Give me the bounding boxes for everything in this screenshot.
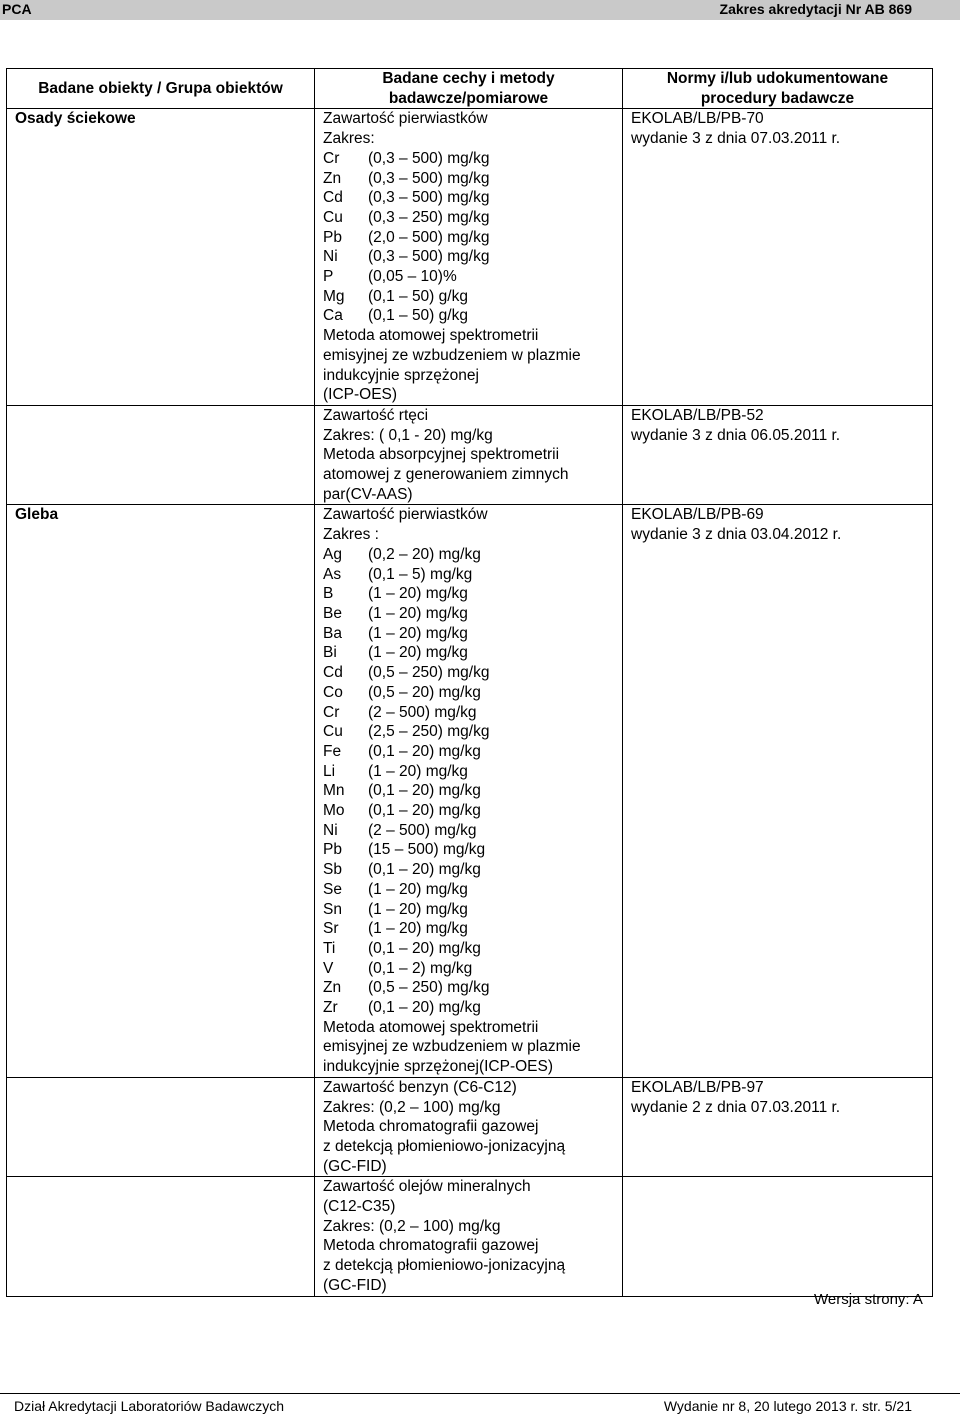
element-symbol: Pb — [323, 228, 342, 246]
element-range-row — [323, 762, 618, 782]
element-range: (1 – 20) mg/kg — [368, 585, 468, 603]
element-range: (0,1 – 5) mg/kg — [368, 565, 473, 583]
element-symbol: Cd — [323, 664, 343, 682]
element-range: (0,1 – 20) mg/kg — [368, 802, 481, 820]
col-header-norms: Normy i/lub udokumentowane procedury badawcze — [623, 69, 933, 109]
element-symbol: Ti — [323, 939, 336, 957]
element-symbol: Be — [323, 604, 342, 622]
element-range-row — [323, 584, 618, 604]
method-description-line: (ICP-OES) — [323, 386, 398, 404]
table-row — [7, 1177, 933, 1296]
page-header — [0, 0, 960, 20]
norm-cell — [623, 405, 933, 505]
element-range-row — [323, 169, 618, 189]
method-title: Zawartość pierwiastków — [323, 110, 488, 128]
element-symbol: V — [323, 959, 334, 977]
col-header-methods: Badane cechy i metody badawcze/pomiarowe — [315, 69, 623, 109]
element-range: (2,0 – 500) mg/kg — [368, 228, 490, 246]
table-body — [7, 109, 933, 1296]
object-cell — [7, 1177, 315, 1296]
table-row — [7, 405, 933, 505]
element-range-row — [323, 683, 618, 703]
element-range: (0,1 – 50) g/kg — [368, 287, 468, 305]
method-line: Zawartość olejów mineralnych — [323, 1178, 531, 1196]
element-symbol: Cr — [323, 149, 340, 167]
method-line: Metoda chromatografii gazowej — [323, 1237, 539, 1255]
element-symbol: Co — [323, 683, 343, 701]
element-range: (0,3 – 500) mg/kg — [368, 248, 490, 266]
footer-right: Wydanie nr 8, 20 lutego 2013 r. str. 5/21 — [663, 1398, 912, 1414]
element-range-row — [323, 208, 618, 228]
element-symbol: Pb — [323, 841, 342, 859]
norm-cell — [623, 1177, 933, 1296]
method-line: Zakres: (0,2 – 100) mg/kg — [323, 1098, 501, 1116]
method-description-line: emisyjnej ze wzbudzeniem w plazmie — [323, 1038, 581, 1056]
table-header-row — [7, 69, 933, 109]
method-description-line: indukcyjnie sprzężonej(ICP-OES) — [323, 1058, 554, 1076]
element-range-row — [323, 228, 618, 248]
element-symbol: Ca — [323, 307, 343, 325]
element-symbol: Ni — [323, 248, 338, 266]
element-range-row — [323, 604, 618, 624]
table-row — [7, 505, 933, 1077]
element-symbol: Zr — [323, 999, 338, 1017]
element-range: (0,3 – 500) mg/kg — [368, 189, 490, 207]
element-range-row — [323, 959, 618, 979]
object-cell — [7, 1077, 315, 1177]
element-range-row — [323, 149, 618, 169]
accreditation-table — [6, 68, 933, 1297]
element-symbol: Mo — [323, 802, 345, 820]
element-range-row — [323, 900, 618, 920]
element-symbol: Cu — [323, 208, 343, 226]
element-symbol: Cu — [323, 723, 343, 741]
object-cell: Gleba — [7, 505, 315, 1077]
element-range-row — [323, 722, 618, 742]
page-version: Wersja strony: A — [814, 1291, 923, 1308]
norm-line: EKOLAB/LB/PB-52 — [631, 406, 764, 424]
range-label: Zakres: — [323, 130, 375, 148]
element-range-row — [323, 742, 618, 762]
method-line: atomowej z generowaniem zimnych — [323, 466, 569, 484]
element-range-row — [323, 821, 618, 841]
element-range-row — [323, 801, 618, 821]
element-range: (0,5 – 20) mg/kg — [368, 683, 481, 701]
element-range-row — [323, 247, 618, 267]
norm-cell — [623, 109, 933, 406]
element-symbol: Mn — [323, 782, 345, 800]
method-description-line: Metoda atomowej spektrometrii — [323, 327, 539, 345]
norm-line: wydanie 2 z dnia 07.03.2011 r. — [631, 1098, 841, 1116]
element-range-row — [323, 565, 618, 585]
element-range: (0,1 – 20) mg/kg — [368, 742, 481, 760]
element-symbol: P — [323, 268, 334, 286]
element-symbol: Ni — [323, 821, 338, 839]
element-range: (1 – 20) mg/kg — [368, 604, 468, 622]
method-cell — [315, 405, 623, 505]
norm-line: wydanie 3 z dnia 03.04.2012 r. — [631, 526, 842, 544]
norm-cell — [623, 1077, 933, 1177]
element-symbol: Sr — [323, 920, 339, 938]
method-line: par(CV-AAS) — [323, 485, 413, 503]
element-symbol: Li — [323, 762, 336, 780]
element-range: (0,3 – 250) mg/kg — [368, 208, 490, 226]
element-range-row — [323, 998, 618, 1018]
method-cell — [315, 109, 623, 406]
element-symbol: Se — [323, 880, 342, 898]
element-range: (2,5 – 250) mg/kg — [368, 723, 490, 741]
element-range-row — [323, 840, 618, 860]
method-description-line: emisyjnej ze wzbudzeniem w plazmie — [323, 346, 581, 364]
method-cell — [315, 1177, 623, 1296]
element-range: (0,5 – 250) mg/kg — [368, 664, 490, 682]
element-range: (1 – 20) mg/kg — [368, 762, 468, 780]
element-range-row — [323, 703, 618, 723]
element-range-row — [323, 781, 618, 801]
method-line: Zakres: ( 0,1 - 20) mg/kg — [323, 426, 493, 444]
footer-left: Dział Akredytacji Laboratoriów Badawczych — [14, 1398, 285, 1414]
method-line: Zakres: (0,2 – 100) mg/kg — [323, 1217, 501, 1235]
element-symbol: Sn — [323, 900, 342, 918]
method-line: (GC-FID) — [323, 1157, 387, 1175]
object-cell — [7, 405, 315, 505]
method-line: z detekcją płomieniowo-jonizacyjną — [323, 1257, 566, 1275]
element-range: (1 – 20) mg/kg — [368, 920, 468, 938]
element-range-row — [323, 663, 618, 683]
method-description-line: Metoda atomowej spektrometrii — [323, 1018, 539, 1036]
norm-line: wydanie 3 z dnia 07.03.2011 r. — [631, 130, 841, 148]
element-symbol: Ag — [323, 545, 342, 563]
col-header-objects: Badane obiekty / Grupa obiektów — [7, 69, 315, 109]
element-range: (1 – 20) mg/kg — [368, 880, 468, 898]
norm-line: EKOLAB/LB/PB-70 — [631, 110, 764, 128]
method-description-line: indukcyjnie sprzężonej — [323, 366, 479, 384]
method-line: z detekcją płomieniowo-jonizacyjną — [323, 1137, 566, 1155]
element-range: (0,3 – 500) mg/kg — [368, 149, 490, 167]
norm-line: EKOLAB/LB/PB-69 — [631, 506, 764, 524]
element-range: (2 – 500) mg/kg — [368, 821, 477, 839]
element-range: (0,1 – 20) mg/kg — [368, 939, 481, 957]
page-footer — [0, 1393, 960, 1416]
element-symbol: Sb — [323, 861, 342, 879]
element-range: (0,2 – 20) mg/kg — [368, 545, 481, 563]
element-range-row — [323, 188, 618, 208]
norm-line: wydanie 3 z dnia 06.05.2011 r. — [631, 426, 841, 444]
element-range-row — [323, 860, 618, 880]
element-range: (0,3 – 500) mg/kg — [368, 169, 490, 187]
element-range: (1 – 20) mg/kg — [368, 644, 468, 662]
method-line: Metoda chromatografii gazowej — [323, 1118, 539, 1136]
element-range: (0,5 – 250) mg/kg — [368, 979, 490, 997]
method-line: Zawartość benzyn (C6-C12) — [323, 1078, 517, 1096]
norm-line: EKOLAB/LB/PB-97 — [631, 1078, 764, 1096]
element-range-row — [323, 306, 618, 326]
method-cell — [315, 1077, 623, 1177]
element-range: (0,1 – 20) mg/kg — [368, 999, 481, 1017]
element-range: (0,1 – 2) mg/kg — [368, 959, 473, 977]
element-range-row — [323, 545, 618, 565]
element-range: (0,1 – 20) mg/kg — [368, 861, 481, 879]
element-symbol: Fe — [323, 742, 342, 760]
element-range-row — [323, 287, 618, 307]
method-cell — [315, 505, 623, 1077]
element-range: (0,05 – 10)% — [368, 268, 457, 286]
range-label: Zakres : — [323, 526, 379, 544]
element-range: (15 – 500) mg/kg — [368, 841, 486, 859]
element-range-row — [323, 624, 618, 644]
method-line: Metoda absorpcyjnej spektrometrii — [323, 446, 560, 464]
element-range: (1 – 20) mg/kg — [368, 900, 468, 918]
element-symbol: Ba — [323, 624, 342, 642]
method-title: Zawartość pierwiastków — [323, 506, 488, 524]
header-right: Zakres akredytacji Nr AB 869 — [719, 1, 912, 17]
object-cell: Osady ściekowe — [7, 109, 315, 406]
element-symbol: Zn — [323, 169, 342, 187]
table-row — [7, 109, 933, 406]
method-line: Zawartość rtęci — [323, 406, 429, 424]
norm-cell — [623, 505, 933, 1077]
element-symbol: As — [323, 565, 342, 583]
element-range-row — [323, 880, 618, 900]
method-line: (GC-FID) — [323, 1276, 387, 1294]
element-range: (0,1 – 50) g/kg — [368, 307, 468, 325]
element-range: (2 – 500) mg/kg — [368, 703, 477, 721]
element-range-row — [323, 643, 618, 663]
element-range: (1 – 20) mg/kg — [368, 624, 468, 642]
method-line: (C12-C35) — [323, 1198, 396, 1216]
element-range-row — [323, 978, 618, 998]
element-symbol: Bi — [323, 644, 337, 662]
element-symbol: Zn — [323, 979, 342, 997]
header-left: PCA — [2, 1, 32, 17]
element-symbol: Cr — [323, 703, 340, 721]
element-range-row — [323, 267, 618, 287]
element-symbol: B — [323, 585, 334, 603]
element-symbol: Cd — [323, 189, 343, 207]
element-symbol: Mg — [323, 287, 345, 305]
table-row — [7, 1077, 933, 1177]
element-range-row — [323, 939, 618, 959]
element-range: (0,1 – 20) mg/kg — [368, 782, 481, 800]
element-range-row — [323, 919, 618, 939]
